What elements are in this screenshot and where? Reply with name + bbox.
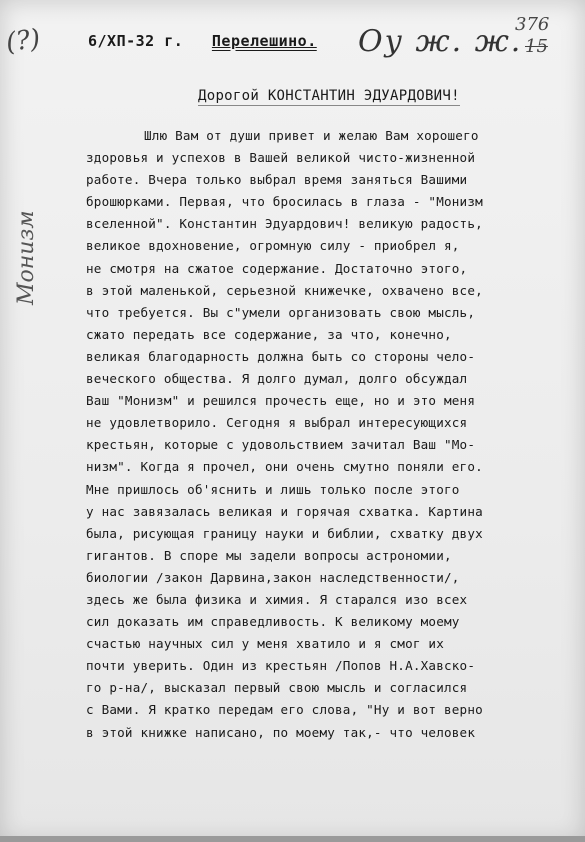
salutation: Дорогой КОНСТАНТИН ЭДУАРДОВИЧ! [198, 88, 460, 104]
body-line: сжато передать все содержание, за что, конечно, [86, 326, 452, 342]
body-line: веческого общества. Я долго думал, долго обсуждал [86, 371, 468, 387]
body-line: что требуется. Вы с"умели организовать свою мысль, [86, 304, 476, 320]
body-line: великое вдохновение, огромную силу - приобрел я, [86, 238, 460, 254]
margin-handwritten-title: Монизм [14, 210, 39, 305]
body-line: здоровья и успехов в Вашей великой чисто-жизненной [86, 150, 476, 166]
body-line: работе. Вчера только выбрал время заняться Вашими [86, 172, 468, 188]
handwritten-annotation: Оу ж. ж. [358, 24, 523, 59]
body-line: почти уверить. Один из крестьян /Попов Н.А.Хавско- [86, 658, 476, 674]
body-line: го р-на/, высказал первый свою мысль и согласился [86, 680, 468, 696]
body-line: в этой маленькой, серьезной книжечке, охвачено все, [86, 282, 483, 298]
body-line: крестьян, которые с удовольствием зачитал Ваш "Мо- [86, 437, 476, 453]
body-line: не смотря на сжатое содержание. Достаточно этого, [86, 260, 468, 276]
body-line: у нас завязалась великая и горячая схватка. Картина [86, 503, 483, 519]
letter-header [88, 32, 317, 50]
body-line: сил доказать им справедливость. К великому моему [86, 614, 460, 630]
body-line: не удовлетворило. Сегодня я выбрал интересующихся [86, 415, 468, 431]
letter-place: Перелешино. [211, 32, 317, 50]
body-line: биологии /закон Дарвина,закон наследственности/, [86, 569, 460, 585]
letter-date: 6/XП-32 г. [88, 32, 184, 50]
body-line: брошюрками. Первая, что бросилась в глаза - "Монизм [86, 194, 483, 210]
body-line: счастью научных сил у меня хватило и я смог их [86, 636, 444, 652]
body-line: здесь же была физика и химия. Я старался изо всех [86, 591, 468, 607]
body-line: низм". Когда я прочел, они очень смутно поняли его. [86, 459, 483, 475]
body-line: Мне пришлось об'яснить и лишь только после этого [86, 481, 460, 497]
body-line: гигантов. В споре мы задели вопросы астрономии, [86, 547, 452, 563]
scan-edge [0, 836, 585, 842]
body-line: с Вами. Я кратко передам его слова, "Ну и вот верно [86, 702, 483, 718]
margin-question-mark: (?) [4, 23, 43, 59]
body-line: была, рисующая границу науки и библии, схватку двух [86, 525, 483, 541]
body-line: в этой книжке написано, по моему так,- что человек [86, 724, 476, 740]
body-line: вселенной". Константин Эдуардович! великую радость, [86, 216, 483, 232]
body-line: Шлю Вам от души привет и желаю Вам хорошего [144, 128, 479, 143]
letter-body [86, 125, 585, 744]
body-line: Ваш "Монизм" и решился прочесть еще, но и это меня [86, 393, 476, 409]
struck-page-number: 15 [525, 36, 548, 57]
body-line: великая благодарность должна быть со стороны чело- [86, 348, 476, 364]
archive-page-number: 376 [515, 14, 550, 35]
